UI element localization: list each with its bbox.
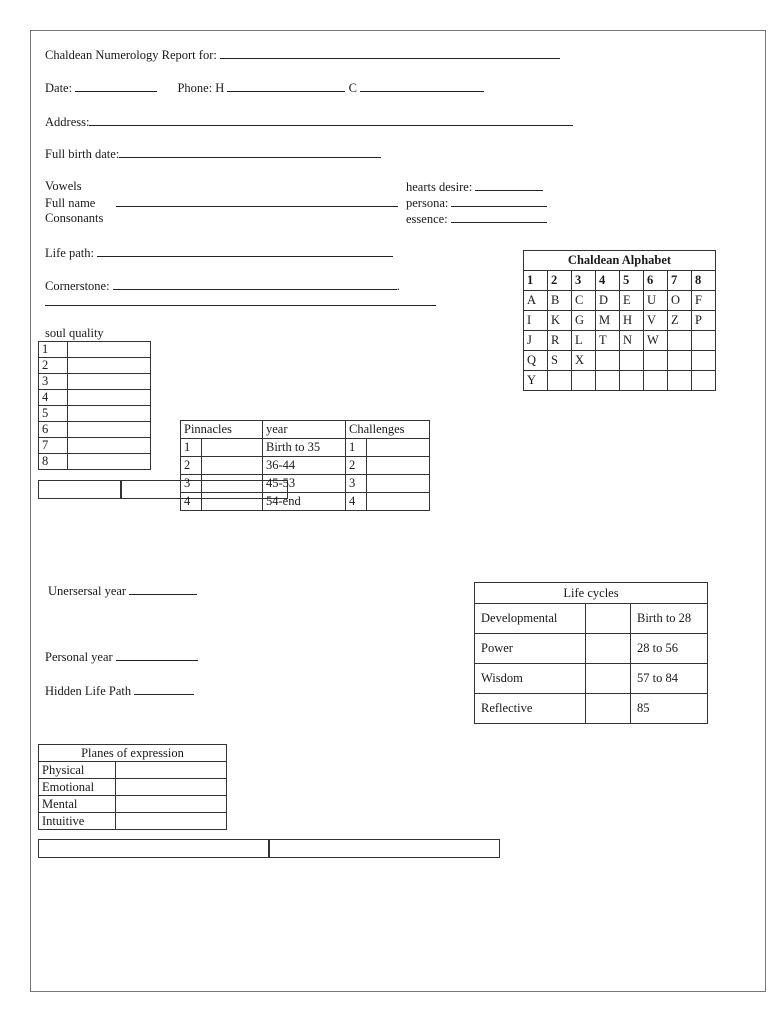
phone-cell-label: C [348, 81, 357, 95]
life-cycle-range: 85 [631, 694, 708, 724]
cornerstone-label: Cornerstone: [45, 279, 110, 293]
alphabet-cell: T [596, 331, 620, 351]
pinnacle-year: 45-53 [263, 475, 346, 493]
soul-quality-row [39, 374, 151, 390]
soul-quality-table [38, 341, 151, 470]
soul-quality-cell[interactable] [68, 438, 151, 454]
phone-home-field[interactable] [227, 80, 345, 92]
pinnacles-header: Pinnacles [181, 421, 263, 439]
alphabet-cell [668, 371, 692, 391]
plane-cell[interactable] [116, 796, 227, 813]
full-name-field[interactable] [116, 195, 398, 207]
life-cycle-name: Reflective [475, 694, 586, 724]
alphabet-header-cell: 3 [572, 271, 596, 291]
alphabet-header-cell: 2 [548, 271, 572, 291]
full-name-label: Full name [45, 196, 96, 210]
life-cycle-value[interactable] [586, 694, 631, 724]
persona-field[interactable] [451, 195, 547, 207]
challenge-cell[interactable] [367, 439, 430, 457]
alphabet-header-cell: 1 [524, 271, 548, 291]
address-field[interactable] [89, 114, 573, 126]
plane-cell[interactable] [116, 779, 227, 796]
alphabet-cell [572, 371, 596, 391]
soul-quality-number: 2 [39, 358, 68, 374]
planes-extra-cell-left[interactable] [38, 839, 270, 858]
hearts-desire-label: hearts desire: [406, 180, 473, 194]
plane-row [39, 762, 227, 779]
cornerstone-continuation-line[interactable] [45, 305, 436, 306]
pinnacle-cell[interactable] [202, 439, 263, 457]
essence-field[interactable] [451, 211, 547, 223]
challenge-cell[interactable] [367, 457, 430, 475]
life-cycle-value[interactable] [586, 664, 631, 694]
plane-cell[interactable] [116, 762, 227, 779]
life-path-field[interactable] [97, 245, 393, 257]
pinnacle-number: 2 [181, 457, 202, 475]
date-label: Date: [45, 81, 73, 95]
pinnacle-cell[interactable] [202, 457, 263, 475]
alphabet-cell: K [548, 311, 572, 331]
pinnacles-header-row [181, 421, 430, 439]
alphabet-cell: Q [524, 351, 548, 371]
pinnacle-cell[interactable] [202, 493, 263, 511]
soul-quality-cell[interactable] [68, 342, 151, 358]
planes-extra-cell-right[interactable] [268, 839, 500, 858]
alphabet-header-row [524, 271, 716, 291]
alphabet-cell: F [692, 291, 716, 311]
alphabet-cell: Y [524, 371, 548, 391]
soul-quality-row [39, 422, 151, 438]
cornerstone-field[interactable] [113, 278, 397, 290]
hearts-desire-row [406, 179, 543, 194]
challenge-number: 4 [346, 493, 367, 511]
plane-name: Mental [39, 796, 116, 813]
alphabet-cell: I [524, 311, 548, 331]
alphabet-cell: X [572, 351, 596, 371]
soul-quality-number: 7 [39, 438, 68, 454]
alphabet-cell [596, 351, 620, 371]
soul-quality-number: 1 [39, 342, 68, 358]
cornerstone-row [45, 278, 400, 293]
life-cycle-range: 28 to 56 [631, 634, 708, 664]
life-path-label: Life path: [45, 246, 94, 260]
personal-year-row [45, 649, 198, 664]
hearts-desire-field[interactable] [475, 179, 543, 191]
alphabet-header-cell: 5 [620, 271, 644, 291]
pinnacle-year: 36-44 [263, 457, 346, 475]
soul-quality-title: soul quality [45, 326, 104, 340]
soul-quality-row [39, 342, 151, 358]
alphabet-cell [692, 351, 716, 371]
alphabet-cell: R [548, 331, 572, 351]
life-path-row [45, 245, 393, 260]
alphabet-cell: L [572, 331, 596, 351]
life-cycles-title: Life cycles [475, 583, 708, 604]
alphabet-cell: V [644, 311, 668, 331]
pinnacle-number: 1 [181, 439, 202, 457]
pinnacle-cell[interactable] [202, 475, 263, 493]
life-cycle-value[interactable] [586, 634, 631, 664]
personal-year-field[interactable] [116, 649, 198, 661]
universal-year-field[interactable] [129, 583, 197, 595]
alphabet-cell [644, 351, 668, 371]
persona-row [406, 195, 547, 210]
pinnacles-row [181, 439, 430, 457]
alphabet-cell: D [596, 291, 620, 311]
life-cycle-row [475, 694, 708, 724]
pinnacle-number: 3 [181, 475, 202, 493]
soul-quality-row [39, 390, 151, 406]
plane-row [39, 779, 227, 796]
pinnacles-row [181, 457, 430, 475]
challenge-number: 3 [346, 475, 367, 493]
pinnacle-number: 4 [181, 493, 202, 511]
alphabet-cell [596, 371, 620, 391]
life-cycle-row [475, 604, 708, 634]
soul-quality-cell[interactable] [68, 358, 151, 374]
life-cycle-row [475, 664, 708, 694]
plane-name: Intuitive [39, 813, 116, 830]
plane-name: Physical [39, 762, 116, 779]
pinnacles-table [180, 420, 430, 511]
date-phone-row [45, 80, 484, 95]
challenge-cell[interactable] [367, 475, 430, 493]
soul-quality-extra-cell-left[interactable] [38, 480, 122, 499]
address-label: Address: [45, 115, 90, 129]
hidden-life-path-field[interactable] [134, 683, 194, 695]
plane-name: Emotional [39, 779, 116, 796]
planes-of-expression-table [38, 744, 227, 830]
alphabet-row [524, 291, 716, 311]
pinnacles-row [181, 475, 430, 493]
persona-label: persona: [406, 196, 449, 210]
alphabet-cell: E [620, 291, 644, 311]
life-cycles-table [474, 582, 708, 724]
alphabet-cell [548, 371, 572, 391]
hidden-life-path-label: Hidden Life Path [45, 684, 132, 698]
soul-quality-number: 3 [39, 374, 68, 390]
alphabet-cell [644, 371, 668, 391]
alphabet-cell: N [620, 331, 644, 351]
life-cycle-range: 57 to 84 [631, 664, 708, 694]
planes-title: Planes of expression [39, 745, 227, 762]
alphabet-header-cell: 6 [644, 271, 668, 291]
alphabet-cell [668, 351, 692, 371]
soul-quality-number: 6 [39, 422, 68, 438]
soul-quality-number: 8 [39, 454, 68, 470]
alphabet-cell [620, 371, 644, 391]
soul-quality-number: 5 [39, 406, 68, 422]
life-cycle-value[interactable] [586, 604, 631, 634]
essence-row [406, 211, 547, 226]
report-for-row [45, 47, 560, 62]
date-field[interactable] [75, 80, 157, 92]
alphabet-cell: W [644, 331, 668, 351]
report-for-field[interactable] [220, 47, 560, 59]
life-cycle-name: Developmental [475, 604, 586, 634]
report-for-label: Chaldean Numerology Report for: [45, 48, 217, 62]
soul-quality-row [39, 358, 151, 374]
cornerstone-trailing: . [396, 279, 400, 293]
soul-quality-row [39, 454, 151, 470]
essence-label: essence: [406, 212, 448, 226]
alphabet-header-cell: 7 [668, 271, 692, 291]
pinnacle-year: Birth to 35 [263, 439, 346, 457]
alphabet-cell [668, 331, 692, 351]
vowels-label: Vowels [45, 179, 82, 193]
plane-row [39, 796, 227, 813]
alphabet-cell: A [524, 291, 548, 311]
challenge-cell[interactable] [367, 493, 430, 511]
pinnacle-year: 54-end [263, 493, 346, 511]
address-row [45, 114, 573, 129]
birth-date-label: Full birth date: [45, 147, 120, 161]
plane-row [39, 813, 227, 830]
challenge-number: 2 [346, 457, 367, 475]
alphabet-cell [692, 371, 716, 391]
soul-quality-row [39, 438, 151, 454]
alphabet-cell: H [620, 311, 644, 331]
alphabet-cell: S [548, 351, 572, 371]
alphabet-cell: G [572, 311, 596, 331]
alphabet-cell: B [548, 291, 572, 311]
life-cycle-name: Power [475, 634, 586, 664]
consonants-label: Consonants [45, 211, 104, 225]
pinnacles-row [181, 493, 430, 511]
personal-year-label: Personal year [45, 650, 113, 664]
universal-year-label: Unersersal year [48, 584, 127, 598]
birth-date-row [45, 146, 381, 161]
alphabet-row [524, 371, 716, 391]
alphabet-row [524, 311, 716, 331]
soul-quality-row [39, 406, 151, 422]
alphabet-cell: M [596, 311, 620, 331]
alphabet-header-cell: 8 [692, 271, 716, 291]
challenges-header: Challenges [346, 421, 430, 439]
soul-quality-number: 4 [39, 390, 68, 406]
alphabet-cell: Z [668, 311, 692, 331]
life-cycle-row [475, 634, 708, 664]
soul-quality-cell[interactable] [68, 454, 151, 470]
alphabet-cell: J [524, 331, 548, 351]
soul-quality-cell[interactable] [68, 390, 151, 406]
life-cycle-range: Birth to 28 [631, 604, 708, 634]
alphabet-row [524, 351, 716, 371]
alphabet-cell [620, 351, 644, 371]
alphabet-header-cell: 4 [596, 271, 620, 291]
alphabet-title: Chaldean Alphabet [524, 251, 716, 271]
hidden-life-path-row [45, 683, 194, 698]
phone-cell-field[interactable] [360, 80, 484, 92]
alphabet-cell: O [668, 291, 692, 311]
plane-cell[interactable] [116, 813, 227, 830]
soul-quality-cell[interactable] [68, 422, 151, 438]
phone-home-label: Phone: H [177, 81, 225, 95]
year-header: year [263, 421, 346, 439]
alphabet-cell [692, 331, 716, 351]
birth-date-field[interactable] [119, 146, 381, 158]
challenge-number: 1 [346, 439, 367, 457]
alphabet-row [524, 331, 716, 351]
alphabet-cell: P [692, 311, 716, 331]
full-name-row [45, 195, 398, 210]
universal-year-row [48, 583, 197, 598]
alphabet-cell: C [572, 291, 596, 311]
soul-quality-cell[interactable] [68, 374, 151, 390]
chaldean-alphabet-table [523, 250, 716, 391]
life-cycle-name: Wisdom [475, 664, 586, 694]
alphabet-cell: U [644, 291, 668, 311]
soul-quality-cell[interactable] [68, 406, 151, 422]
